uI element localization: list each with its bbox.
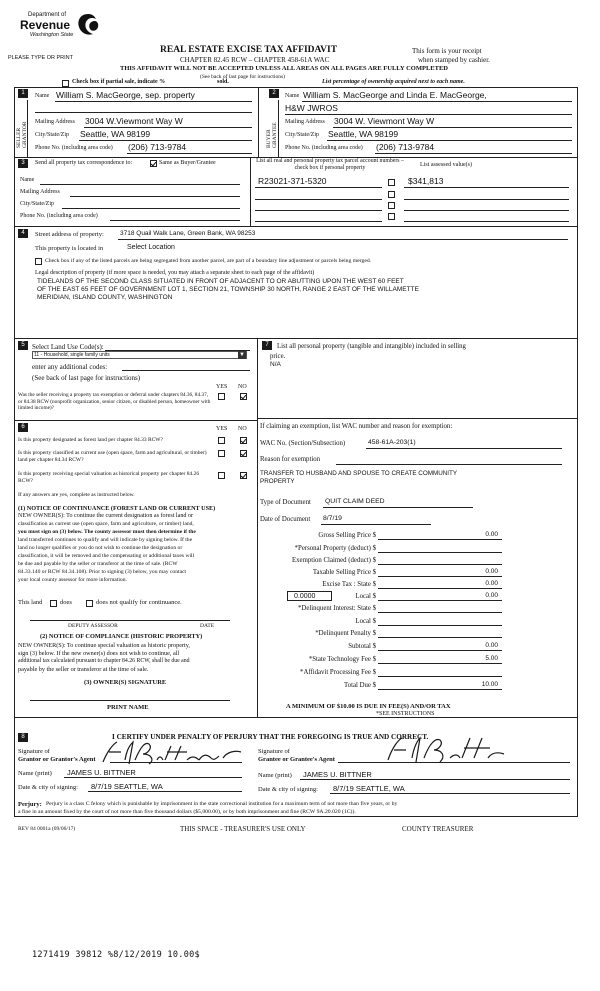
please-type: PLEASE TYPE OR PRINT — [8, 55, 74, 61]
street-value[interactable]: 3718 Quail Walk Lane, Green Bank, WA 98253 — [120, 230, 256, 237]
grantor-name-line — [64, 777, 242, 778]
street-label: Street address of property: — [35, 231, 104, 238]
grantor-sig-line — [110, 762, 242, 763]
doc-type-value[interactable]: QUIT CLAIM DEED — [325, 498, 385, 505]
exemption-label: If claiming an exemption, list WAC number and reason for exemption: — [260, 423, 453, 430]
seller-mailing-line — [84, 127, 252, 128]
dept-line2: Revenue — [20, 18, 71, 32]
s6-q2-no-checkbox[interactable] — [240, 450, 247, 457]
calc-personal-label: *Personal Property (deduct) $ — [294, 545, 376, 552]
deputy-label: DEPUTY ASSESSOR — [68, 623, 118, 629]
calc-local-label: Local $ — [355, 593, 376, 600]
n1-body6: classification, it will be removed and the compensating or additional taxes will — [18, 553, 195, 559]
certify-statement: I CERTIFY UNDER PENALTY OF PERJURY THAT THE FOREGOING IS TRUE AND CORRECT. — [112, 733, 429, 741]
personal-property-value[interactable]: N/A — [270, 361, 281, 368]
grantor-name-label: Name (print) — [18, 770, 52, 777]
street-line — [118, 239, 568, 240]
section-1-badge: 1 — [18, 89, 28, 98]
minimum-due: A MINIMUM OF $10.00 IS DUE IN FEE(S) AND/OR TAX — [286, 703, 451, 710]
legal-label: Legal description of property (if more space is needed, you may attach a separate sheet to each page of the affidavit) — [35, 270, 315, 276]
buyer-name-line2 — [285, 114, 572, 115]
n1-body5: land no longer qualifies or you do not wish to continue the designation or — [18, 545, 183, 551]
seller-city-line — [79, 140, 252, 141]
grantor-name-value[interactable]: JAMES U. BITTNER — [67, 768, 136, 777]
n2-body1: NEW OWNER(S): To continue special valuation as historic property, — [18, 642, 190, 649]
buyer-mailing-line — [333, 127, 572, 128]
reason-value1[interactable]: TRANSFER TO HUSBAND AND SPOUSE TO CREATE COMMUNITY — [260, 470, 458, 477]
s5-q1: Was the seller receiving a property tax exemption or deferral under chapters 84.36, 84.37, or 84.38 RCW (nonprofit organization, senior citizen, or disabled person, homeowner with limited income)? — [18, 392, 211, 411]
grantor-sig-label2: Grantor or Grantor's Agent — [18, 756, 96, 763]
n1-body3: you must sign on (3) below. The county assessor must then determine if the — [18, 529, 196, 535]
section-5-badge: 5 — [18, 341, 28, 350]
calc-taxable-value[interactable]: 0.00 — [485, 568, 498, 575]
form-warning: THIS AFFIDAVIT WILL NOT BE ACCEPTED UNLESS ALL AREAS ON ALL PAGES ARE FULLY COMPLETED — [120, 65, 448, 72]
wac-line — [366, 448, 562, 449]
calc-taxable-line — [378, 576, 502, 577]
s6-if-yes: If any answers are yes, complete as instructed below. — [18, 492, 135, 498]
treasurer-space: THIS SPACE - TREASURER'S USE ONLY — [180, 825, 306, 833]
calc-tech-fee-line — [378, 663, 502, 664]
parcel-1-line — [255, 187, 382, 188]
doc-date-line — [321, 524, 431, 525]
section-7-badge: 7 — [262, 341, 272, 350]
buyer-mailing-label: Mailing Address — [285, 119, 325, 125]
s6-yes-header: YES — [216, 426, 228, 432]
send-correspondence-label: Send all property tax correspondence to: — [35, 160, 133, 166]
s3-phone-line[interactable] — [110, 220, 240, 221]
grantor-sig-label1: Signature of — [18, 748, 50, 755]
seller-mailing-value[interactable]: 3004 W.Viewmont Way W — [85, 116, 183, 126]
calc-total-line — [378, 689, 502, 690]
legal-line2[interactable]: OF THE EAST 65 FEET OF GOVERNMENT LOT 1, SECTION 21, TOWNSHIP 30 NORTH, RANGE 2 EAST OF THE WILLAMETTE — [37, 286, 419, 293]
grantee-sig-label1: Signature of — [258, 748, 290, 755]
seller-divider — [27, 100, 28, 157]
middle-divider — [257, 338, 258, 717]
buyer-city-value[interactable]: Seattle, WA 98199 — [328, 129, 399, 139]
s5-see-back: (See back of last page for instructions) — [32, 374, 141, 382]
chevron-down-icon[interactable]: ▼ — [239, 352, 245, 358]
s3-name-line[interactable] — [40, 184, 240, 185]
doc-date-value[interactable]: 8/7/19 — [323, 515, 342, 522]
n1-body8: 84.33.140 or RCW 84.34.108). Prior to signing (3) below, you may contact — [18, 569, 187, 575]
s6-q3: Is this property receiving special valuation as historical property per chapter 84.26 RCW? — [18, 471, 200, 484]
buyer-phone-line — [375, 153, 572, 154]
receipt-line1: This form is your receipt — [412, 47, 482, 55]
print-name-label: PRINT NAME — [107, 704, 149, 711]
land-does-label: does — [60, 599, 72, 606]
buyer-name-value1[interactable]: William S. MacGeorge and Linda E. MacGeorge, — [303, 90, 487, 100]
calc-excise-state-line — [378, 588, 502, 589]
grantee-date-value[interactable]: 8/7/19 SEATTLE, WA — [333, 784, 405, 793]
assessed-1-value[interactable]: $341,813 — [408, 176, 444, 186]
n2-body2: sign (3) below. If the new owner(s) does not wish to continue, all — [18, 650, 180, 657]
grantee-date-label: Date & city of signing: — [258, 786, 318, 793]
local-rate-box[interactable] — [287, 591, 332, 601]
segregated-label: Check box if any of the listed parcels are being segregated from another parcel, are part of a boundary line adjustment or parcels being merged. — [45, 258, 372, 264]
divider-after-s4 — [14, 338, 578, 339]
calc-delinq-state-line — [378, 612, 502, 613]
divider-after-s5 — [14, 420, 257, 421]
assessed-1-line — [404, 187, 569, 188]
seller-name-line — [55, 101, 252, 102]
buyer-phone-label: Phone No. (including area code) — [285, 145, 363, 151]
calc-gross-value[interactable]: 0.00 — [485, 531, 498, 538]
n1-body4: land transferred continues to qualify and will indicate by signing below. If the — [18, 537, 193, 543]
parcel-4-line[interactable] — [255, 221, 382, 222]
dept-line3: Washington State — [30, 32, 74, 38]
calc-excise-state-value[interactable]: 0.00 — [485, 580, 498, 587]
wa-state-logo-icon — [75, 12, 101, 38]
buyer-city-line — [327, 140, 572, 141]
buyer-mailing-value[interactable]: 3004 W. Viewmont Way W — [334, 116, 435, 126]
doc-date-label: Date of Document — [260, 516, 311, 523]
s5-no-header: NO — [238, 384, 247, 390]
section-6-badge: 6 — [18, 423, 28, 432]
seller-mailing-label: Mailing Address — [35, 119, 75, 125]
form-title: REAL ESTATE EXCISE TAX AFFIDAVIT — [160, 45, 338, 55]
this-land-label: This land — [18, 599, 43, 606]
calc-delinq-state-label: *Delinquent Interest: State $ — [298, 605, 376, 612]
grantee-name-value[interactable]: JAMES U. BITTNER — [303, 770, 372, 779]
legal-line3[interactable]: MERIDIAN, ISLAND COUNTY, WASHINGTON — [37, 294, 173, 301]
calc-delinq-local-label: Local $ — [355, 618, 376, 625]
sold-label: sold. — [217, 79, 229, 85]
parcel-1-value[interactable]: R23021-371-5320 — [258, 176, 327, 186]
calc-local-value[interactable]: 0.00 — [485, 592, 498, 599]
buyer-name-line — [302, 101, 572, 102]
seller-buyer-divider — [258, 87, 259, 157]
parcel-1-personal-checkbox[interactable] — [388, 179, 395, 186]
assessed-2-line[interactable] — [404, 199, 569, 200]
s3-mailing-label: Mailing Address — [20, 189, 60, 195]
land-does-not-label: does not qualify for continuance. — [96, 599, 182, 606]
seller-phone-label: Phone No. (including area code) — [35, 145, 113, 151]
s5-yes-header: YES — [216, 384, 228, 390]
divider-after-s3 — [14, 226, 578, 227]
local-rate-value: 0.0000 — [294, 593, 316, 600]
located-label: This property is located in — [35, 245, 104, 252]
grantee-name-line — [300, 779, 570, 780]
s6-q1-yes-checkbox[interactable] — [218, 437, 225, 444]
parcel-2-personal-checkbox[interactable] — [388, 191, 395, 198]
calc-exemption-label: Exemption Claimed (deduct) $ — [292, 557, 376, 564]
recording-stamp: 1271419 39812 %8/12/2019 10.00$ — [32, 950, 200, 960]
buyer-name-value2[interactable]: H&W JWROS — [285, 103, 338, 113]
calc-subtotal-value[interactable]: 0.00 — [485, 642, 498, 649]
seller-name-value[interactable]: William S. MacGeorge, sep. property — [56, 90, 195, 100]
n1-body7: be due and payable by the seller or transferor at the time of sale. (RCW — [18, 561, 178, 567]
doc-type-line — [323, 507, 473, 508]
s6-q1-no-checkbox[interactable] — [240, 437, 247, 444]
calc-processing-fee-label: *Affidavit Processing Fee $ — [300, 669, 376, 676]
grantor-signature[interactable] — [95, 738, 245, 768]
seller-city-value[interactable]: Seattle, WA 98199 — [80, 129, 151, 139]
section-8-badge: 8 — [18, 733, 28, 742]
land-does-checkbox[interactable] — [50, 600, 57, 607]
n3-title: (3) OWNER(S) SIGNATURE — [84, 679, 167, 686]
n1-body9: your local county assessor for more information. — [18, 577, 127, 583]
calc-excise-state-label: Excise Tax : State $ — [322, 581, 376, 588]
n1-body2: classification as current use (open space, farm and agriculture, or timber) land, — [18, 521, 194, 527]
parcel-3-line[interactable] — [255, 210, 382, 211]
buyer-name-label: Name — [285, 93, 300, 99]
s3-divider — [250, 157, 251, 226]
s5-q1-no-checkbox[interactable] — [240, 393, 247, 400]
calc-tech-fee-value[interactable]: 5.00 — [485, 655, 498, 662]
calc-personal-line — [378, 552, 502, 553]
calc-exemption-line — [378, 564, 502, 565]
perjury-bold: Perjury: — [18, 801, 42, 808]
s6-q3-yes-checkbox[interactable] — [218, 472, 225, 479]
parcel-3-personal-checkbox[interactable] — [388, 202, 395, 209]
land-does-not-checkbox[interactable] — [86, 600, 93, 607]
parcel-header: List all real and personal property tax parcel account numbers – check box if personal property — [256, 158, 404, 171]
s3-name-label: Name — [20, 177, 35, 183]
calc-tech-fee-label: *State Technology Fee $ — [308, 656, 376, 663]
calc-penalty-label: *Delinquent Penalty $ — [315, 630, 376, 637]
land-use-label: Select Land Use Code(s): — [32, 343, 104, 351]
s3-mailing-line[interactable] — [70, 196, 240, 197]
n2-body3: additional tax calculated pursuant to chapter 84.26 RCW, shall be due and — [18, 658, 190, 664]
perjury-line1: Perjury is a class C felony which is punishable by imprisonment in the state correctional institution for a maximum term of not more than five years, or by — [46, 801, 398, 807]
grantor-date-line — [88, 791, 242, 792]
seller-phone-value[interactable]: (206) 713-9784 — [128, 142, 187, 152]
personal-property-label: List all personal property (tangible and intangible) included in selling — [277, 343, 466, 350]
calc-subtotal-label: Subtotal $ — [348, 643, 376, 650]
land-use-select-value: 11 - Household, single family units — [34, 352, 110, 358]
doc-type-label: Type of Document — [260, 499, 311, 506]
parcel-4-personal-checkbox[interactable] — [388, 213, 395, 220]
s3-city-line[interactable] — [62, 208, 240, 209]
rev-number: REV 84 0001a (09/06/17) — [18, 826, 76, 832]
buyer-side-label: BUYER GRANTEE — [266, 122, 278, 148]
calc-processing-fee-line — [378, 676, 502, 677]
assessed-header: List assessed value(s) — [420, 162, 472, 168]
deputy-date-label: DATE — [200, 623, 215, 629]
partial-sale-label: Check box if partial sale, indicate % — [72, 79, 166, 85]
calc-taxable-label: Taxable Selling Price $ — [312, 569, 376, 576]
s7-divider — [257, 418, 578, 419]
same-as-buyer-checkbox[interactable] — [150, 160, 157, 167]
additional-codes-label: enter any additional codes: — [32, 363, 108, 371]
s6-q2-yes-checkbox[interactable] — [218, 450, 225, 457]
located-select[interactable]: Select Location — [127, 244, 175, 251]
buyer-phone-value[interactable]: (206) 713-9784 — [376, 142, 435, 152]
calc-total-label: Total Due $ — [344, 682, 376, 689]
calc-gross-label: Gross Selling Price $ — [318, 532, 376, 539]
dept-line1: Department of — [28, 12, 67, 18]
section-2-badge: 2 — [269, 89, 279, 98]
see-instructions: *SEE INSTRUCTIONS — [376, 711, 435, 717]
partial-sale-checkbox[interactable] — [62, 80, 69, 87]
owner-signature-line[interactable] — [30, 700, 230, 701]
county-treasurer: COUNTY TREASURER — [402, 825, 474, 833]
reason-line[interactable] — [336, 464, 562, 465]
calc-penalty-line — [378, 637, 502, 638]
s6-q3-no-checkbox[interactable] — [240, 472, 247, 479]
additional-codes-line[interactable] — [122, 370, 250, 371]
s6-q2: Is this property classified as current use (open space, farm and agricultural, or timber) land per chapter 84.34 RCW? — [18, 450, 207, 463]
reason-label: Reason for exemption — [260, 456, 321, 463]
n1-body1: NEW OWNER(S): To continue the current designation as forest land or — [18, 513, 194, 519]
grantee-date-line — [330, 793, 570, 794]
seller-side-label: SELLER GRANTOR — [16, 121, 28, 148]
buyer-divider — [278, 100, 279, 157]
form-chapter: CHAPTER 82.45 RCW – CHAPTER 458-61A WAC — [180, 56, 330, 64]
n1-title: (1) NOTICE OF CONTINUANCE (FOREST LAND OR CURRENT USE) — [18, 505, 216, 512]
parcel-2-line[interactable] — [255, 199, 382, 200]
legal-line1[interactable]: TIDELANDS OF THE SECOND CLASS SITUATED IN FRONT OF ADJACENT TO OR ABUTTING UPON THE WEST 60 FEET — [37, 278, 404, 285]
calc-local-line — [378, 600, 502, 601]
assessed-3-line[interactable] — [404, 210, 569, 211]
seller-name-label: Name — [35, 93, 50, 99]
seller-phone-line — [127, 153, 252, 154]
calc-delinq-local-line — [378, 625, 502, 626]
grantor-date-value[interactable]: 8/7/19 SEATTLE, WA — [91, 782, 163, 791]
see-back: (See back of last page for instructions) — [200, 74, 285, 80]
grantee-sig-label2: Grantee or Grantee's Agent — [258, 756, 335, 763]
calc-total-value[interactable]: 10.00 — [481, 681, 498, 688]
wac-value[interactable]: 458-61A-203(1) — [368, 439, 416, 446]
reason-value2[interactable]: PROPERTY — [260, 478, 295, 485]
section-3-badge: 3 — [18, 159, 28, 168]
s6-q1: Is this property designated as forest land per chapter 84.33 RCW? — [18, 437, 163, 443]
receipt-line2: when stamped by cashier. — [418, 56, 490, 64]
deputy-line[interactable] — [30, 620, 230, 621]
section-4-badge: 4 — [18, 229, 28, 238]
seller-name-line2 — [35, 112, 252, 113]
calc-subtotal-line — [378, 650, 502, 651]
n2-body4: payable by the seller or transferor at the time of sale. — [18, 666, 149, 673]
s3-phone-label: Phone No. (including area code) — [20, 213, 98, 219]
calc-gross-line — [378, 539, 502, 540]
s6-no-header: NO — [238, 426, 247, 432]
grantee-sig-line — [338, 762, 570, 763]
s5-q1-yes-checkbox[interactable] — [218, 393, 225, 400]
n2-title: (2) NOTICE OF COMPLIANCE (HISTORIC PROPERTY) — [40, 633, 203, 640]
segregated-checkbox[interactable] — [35, 258, 42, 265]
grantor-date-label: Date & city of signing: — [18, 784, 78, 791]
same-as-buyer-label: Same as Buyer/Grantee — [159, 160, 216, 166]
seller-city-label: City/State/Zip — [35, 132, 69, 138]
land-use-select[interactable] — [32, 351, 247, 359]
buyer-city-label: City/State/Zip — [285, 132, 319, 138]
divider-before-s8 — [14, 717, 578, 718]
wac-label: WAC No. (Section/Subsection) — [260, 440, 346, 447]
list-pct-label: List percentage of ownership acquired next to each name. — [322, 79, 465, 85]
perjury-line2: a fine in an amount fixed by the court of not more than five thousand dollars ($5,000.00), or by both imprisonment and fine (RCW 9A.20.020 (1C)). — [18, 809, 356, 815]
assessed-4-line[interactable] — [404, 221, 569, 222]
price-label: price. — [270, 353, 286, 360]
s3-city-label: City/State/Zip — [20, 201, 54, 207]
grantee-name-label: Name (print) — [258, 772, 292, 779]
